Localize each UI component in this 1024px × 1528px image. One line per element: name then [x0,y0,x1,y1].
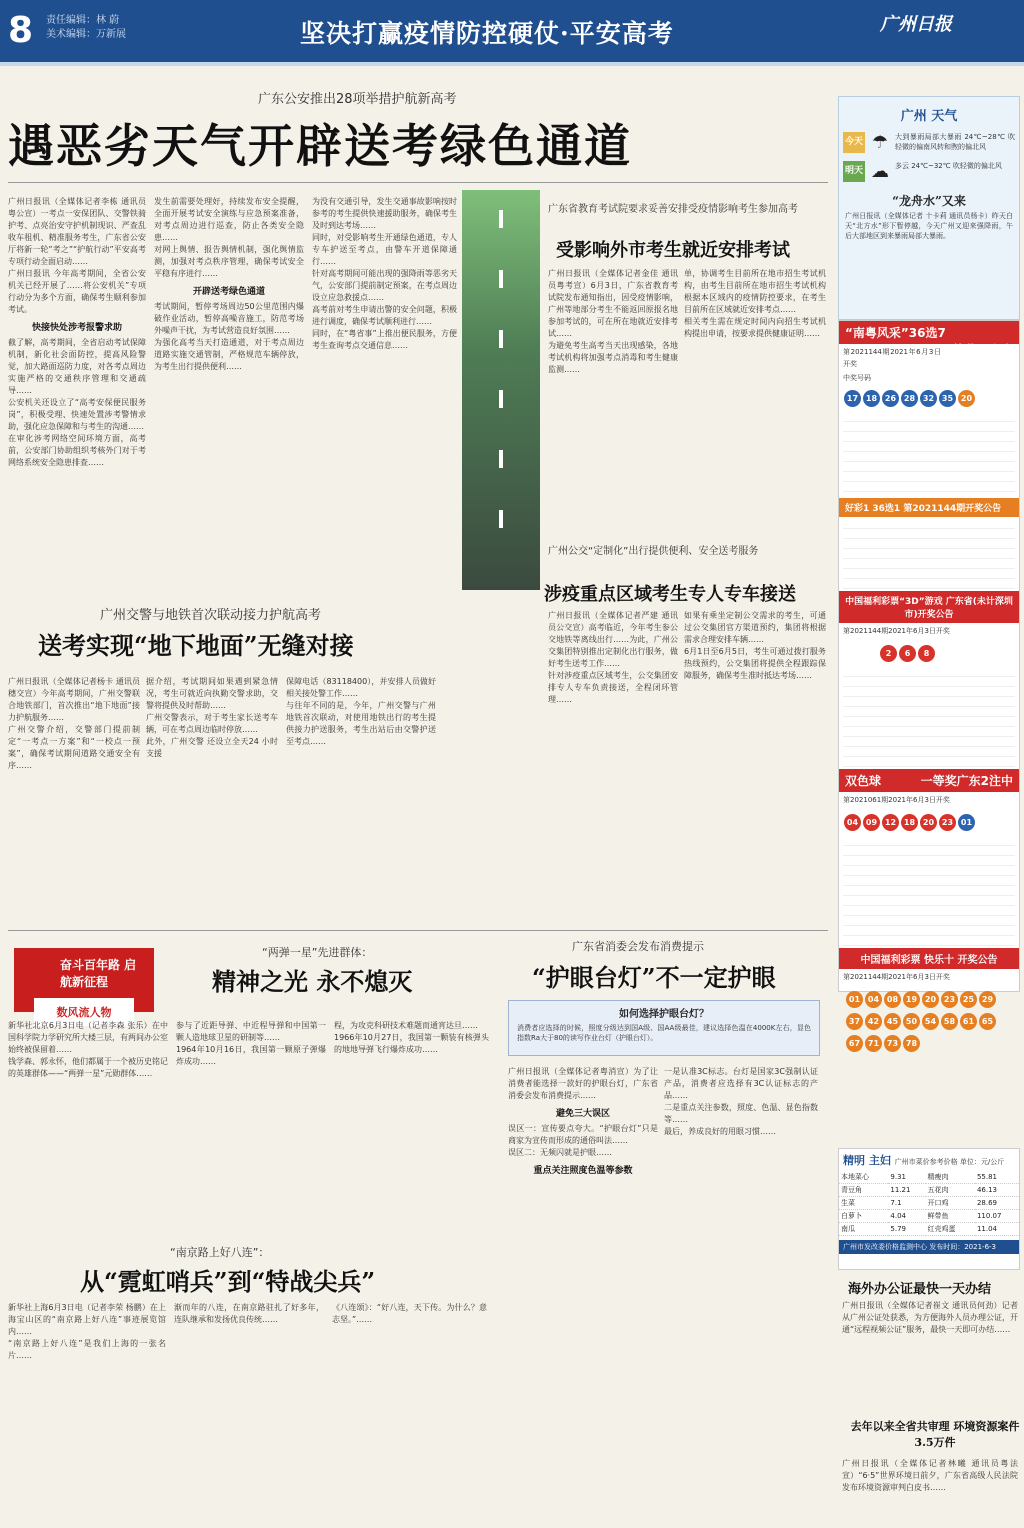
tomorrow-label: 明天 [843,161,865,182]
lottery-band-2: 好彩1 36选1 第2021144期开奖公告 [839,498,1019,517]
divider [8,930,828,931]
feature1-body-col2: 参与了近距导弹、中近程导弹和中国第一颗人造地球卫星的研制等…… 1964年10月16日，我国第一颗原子弹爆炸成功…… [176,1021,326,1066]
lottery-ball-special: 01 [958,814,975,831]
today-label: 今天 [843,132,865,153]
lottery-ball: 50 [903,1013,920,1030]
lottery-ball: 23 [939,814,956,831]
weather-body: 广州日报讯（全媒体记者 十卡莉 通讯员杨卡）昨天白天“北方水”形下暂停越，今天广州又迎来强降雨，午后大部地区到来暴雨局部大暴雨。 [845,212,1013,240]
feature1-body-col3: 程，为攻克科研技术难题而通宵达旦…… 1966年10月27日，我国第一颗装有核弹头的地地导弹飞行爆炸成功…… [334,1021,489,1054]
side1-body: 广州日报讯（全媒体记者崔文 通讯员何劲）记者从广州公证处获悉，为方便海外人员办理公证，开通“远程视频公证”服务，最快一天即可办结…… [842,1301,1018,1334]
lottery-ball: 28 [901,390,918,407]
section-title: 坚决打赢疫情防控硬仗·平安高考 [300,19,674,48]
art4-body-col1: 广州日报讯（全媒体记者杨卡 通讯员穗交宣）今年高考期间，广州交警联合地铁部门，首次推出“地下地面”接力护航服务…… 广州交警介绍，交警部门提前制定“一考点一方案”和“一校点一预案”，确保考试期间道路交通安全有序…… [8,677,140,770]
banner-line2: 数风流人物 [34,998,134,1026]
art3-body-col2: 如果有乘坐定制公交需求的考生，可通过公交集团官方渠道预约，集团将根据需求合理安排车辆…… 6月1日至6月5日，考生可通过拨打服务热线预约，公交集团将提供全程跟踪保障服务，确保考生准时抵达考场…… [684,611,826,680]
lottery-box [838,320,1020,1048]
lottery-issue-5: 第2021144期2021年6月3日开奖 [843,973,950,981]
side2-body: 广州日报讯（全媒体记者林曦 通讯员粤法宣）“6·5”世界环境日前夕，广东省高级人民法院发布环境资源审判白皮书…… [842,1459,1018,1492]
lottery-ball: 65 [979,1013,996,1030]
prize-table-4 [843,836,1015,946]
lottery-ball: 45 [884,1013,901,1030]
eye-headline: “护眼台灯”不一定护眼 [532,963,776,992]
price-table [839,1171,1019,1236]
weather-title: 广州 天气 [900,109,958,124]
lottery-ball: 42 [865,1013,882,1030]
lottery-band-5: 中国福利彩票 快乐十 开奖公告 [839,948,1019,969]
weather-headline: “龙舟水”又来 [892,194,966,208]
main-kicker: 广东公安推出28项举措护航新高考 [258,92,457,107]
eye-question-body: 消费者应选择的时候，照度分级达到国A级、国AA级最佳，建议选择色温在4000K左右，显色指数Ra大于80的读写作业台灯（护眼台灯）。 [517,1024,811,1042]
art2-body-col2: 单，协调考生目前所在地市招生考试机构，由考生目前所在地市招生考试机构根据本区域内的疫情防控要求，在考生目前所在区域就近安排考点…… 相关考生需在规定时间内向招生考试机构提出申请，按要求提供健康证明…… [684,269,826,338]
page-number: 8 [8,10,34,51]
market-note: 广州市发改委价格监测中心 发布时间：2021-6-3 [839,1240,1019,1254]
lottery-ball-special: 20 [958,390,975,407]
lottery-ball: 18 [901,814,918,831]
market-subtitle: 广州市菜价参考价格 单位：元/公斤 [894,1158,1005,1166]
art4-byline: 此外，广州交警 还设立全天24 小时支援 [146,737,278,758]
editor-2: 美术编辑：万新展 [46,29,126,40]
lottery-ball: 04 [865,991,882,1008]
date-bar [0,62,1024,66]
art4-headline: 送考实现“地下地面”无缝对接 [38,631,354,660]
eye-question: 如何选择护眼台灯？ [619,1009,709,1020]
feature2-kicker: “南京路上好八连”： [170,1246,270,1259]
weather-today [843,132,1015,153]
lottery-ball: 35 [939,390,956,407]
lottery-ball: 09 [863,814,880,831]
lottery-ball: 8 [918,645,935,662]
lottery-ball: 67 [846,1035,863,1052]
table-row: 白萝卜 4.04 鲜带鱼 110.07 [839,1210,1019,1223]
feature2-headline: 从“霓虹哨兵”到“特战尖兵” [80,1267,376,1296]
feature1-body-col1: 新华社北京6月3日电（记者李森 张乐）在中国科学院力学研究所大楼三层，有两间办公室始终被保留着…… 钱学森、郭永怀，他们都属于一个被历史铭记的英雄群体——“两弹一星”元勋群体…… [8,1021,168,1078]
lottery-ball: 32 [920,390,937,407]
lottery-ball: 01 [846,991,863,1008]
lottery-ball: 12 [882,814,899,831]
table-row: 南瓜 5.79 红壳鸡蛋 11.04 [839,1223,1019,1236]
eye-subhead-1: 避免三大误区 [555,1109,610,1119]
lane-marking [499,210,503,228]
eye-body-col1: 广州日报讯（全媒体记者粤消宣）为了让消费者能选择一款好的护眼台灯，广东省消委会发布消费提示…… 避免三大误区 误区一：宣传要点夸大。“护眼台灯”只是商家为宣传而形成的通俗叫法…… 误区二：无频闪就是护眼…… 重点关注照度色温等参数 [508,1067,658,1176]
feature1-kicker: “两弹一星”先进群体： [262,946,373,959]
lottery-label-1: 中奖号码 [843,374,871,382]
main-headline: 遇恶劣天气开辟送考绿色通道 [8,119,632,173]
lottery-ball: 2 [880,645,897,662]
banner-line1: 奋斗百年路 启航新征程 [60,958,137,989]
main-body-col2: 发生前需要处理好，持续发布安全提醒，全面开展考试安全演练与应急预案准备，对考点周边进行巡查，防止各类安全隐患…… 对网上舆情、报告舆情机制，强化舆情监测，加强对考点秩序管理，确保考试安全平稳有序进行…… 开辟送考绿色通道 考试期间，暂停考场周边50公里范围内爆破作业活动，暂停高噪音施工，防范考场外噪声干扰，为考试营造良好氛围…… 为强化高考当天打造通道，对于考点周边道路实施交通管制，严格规范车辆停放，为考生出行提供便利…… [154,197,304,371]
art3-body-col1: 广州日报讯（全媒体记者严建 通讯员公交宣）高考临近，今年考生参公交地铁等离线出行……为此，广州公交集团特别推出定制化出行服务，做好考生送考工作…… 针对涉疫重点区域考生，公交集团安排专人专车负责接送，全程闭环管理…… [548,611,678,704]
prize-table-3 [843,667,1015,767]
subhead-1: 快接快处涉考报警求助 [31,323,122,333]
lottery-ball: 04 [844,814,861,831]
lottery-ball: 29 [979,991,996,1008]
lottery-ball: 25 [960,991,977,1008]
lane-marking [499,510,503,528]
main-body-col3: 为没有交通引导，发生交通事故影响按时参考的考生提供快速援助服务，确保考生及时到达考场…… 同时，对受影响考生开通绿色通道，专人专车护送至考点，由警车开道保障通行…… 针对高考期间可能出现的强降雨等恶劣天气，公安部门提前制定预案，在考点周边设立应急救援点…… 高考前对考生申请出警的安全问题，积极进行调度，确保考试顺利进行…… 同时，在“粤省事”上推出便民服务，方便考生查询考点交通信息…… [312,197,457,350]
lottery-ball: 6 [899,645,916,662]
side1-headline: 海外办公证最快一天办结 [848,1282,992,1297]
table-row: 生菜 7.1 开口鸡 28.69 [839,1197,1019,1210]
road-illustration [462,190,540,590]
today-forecast: 大到暴雨局部大暴雨 24℃~28℃ 吹轻微的偏南风转和煦的偏北风 [895,133,1015,151]
newspaper-logo: 广州日报 [880,14,952,35]
divider [8,182,828,183]
table-row: 青豆角 11.21 五花肉 46.13 [839,1184,1019,1197]
weather-box [838,96,1020,320]
lottery-band-3: 中国福利彩票“3D”游戏 广东省(未计深圳市)开奖公告 [839,591,1019,623]
feature2-body-col1: 新华社上海6月3日电（记者李荣 杨鹏）在上海宝山区的“南京路上好八连”事迹展览馆内…… “南京路上好八连”是我们上海的一张名片…… [8,1303,166,1360]
lottery-ball: 58 [941,1013,958,1030]
side2-headline: 去年以来全省共审理 环境资源案件3.5万件 [850,1420,1020,1449]
lottery-balls-1 [839,384,1019,410]
main-lede: 广州日报讯（全媒体记者李栋 通讯员粤公宣）一考点一安保团队、交警铁骑护考、点亮治安守护机制现识、严查乱收车租机、精准服务考生，广东省公安厅将新一轮”考之”“护航行动”平安高考专项行动全面启动…… [8,197,146,266]
eye-subhead-2: 重点关注照度色温等参数 [533,1166,633,1176]
prize-table-1 [843,412,1015,496]
lane-marking [499,450,503,468]
art4-body-col3: 保障电话（83118400），并安排人员做好相关接处警工作…… 与往年不同的是，今年，广州交警与广州地铁首次联动，对使用地铁出行的考生提供接力护送服务，考生出站后由交警护送至考点…… [286,677,436,746]
lottery-ball: 54 [922,1013,939,1030]
lottery-ball: 20 [920,814,937,831]
eye-kicker: 广东省消委会发布消费提示 [572,940,704,953]
lottery-balls-3 [839,639,1019,665]
eye-question-box [508,1000,820,1056]
editor-1: 责任编辑：林 蔚 [46,15,120,26]
feature2-body-col2: 渐而年的八连，在南京路驻扎了好多年，连队继承和发扬优良传统…… [174,1303,324,1324]
tomorrow-forecast: 多云 24℃~32℃ 吹轻微的偏北风 [895,162,1002,170]
centenary-banner [14,948,154,1019]
lottery-ball: 78 [903,1035,920,1052]
rain-icon: ☂ [871,132,889,153]
lottery-ball: 17 [844,390,861,407]
lottery-ball: 08 [884,991,901,1008]
lottery-band-1: “南粤风采”36选7 一等奖无人中 [839,321,1019,344]
lottery-balls-4 [839,808,1019,834]
table-row: 本地菜心 9.31 精瘦肉 55.81 [839,1171,1019,1184]
lottery-issue-1: 第2021144期2021年6月3日开奖 [843,348,941,368]
lottery-ball: 37 [846,1013,863,1030]
lottery-balls-5 [839,985,1019,1055]
market-price-box [838,1148,1020,1270]
art4-body-col2: 据介绍，考试期间如果遇到紧急情况，考生可就近向执勤交警求助，交警将提供及时帮助…… 广州交警表示，对于考生家长送考车辆，可在考点周边临时停放…… 此外，广州交警 还设立全天24 小时支援 [146,677,278,758]
main-body-col1: 广州日报讯（全媒体记者李栋 通讯员粤公宣）一考点一安保团队、交警铁骑护考、点亮治安守护机制现识、严查乱收车租机、精准服务考生，广东省公安厅将新一轮”考之”“护航行动”平安高考专项行动全面启动…… 广州日报讯 今年高考期间，全省公安机关已经开展了……将公安机关”专项行动分为多个方面，确保考生顺利参加考试。 快接快处涉考报警求助 截了解，高考期间，全省启动考试保障机制，新化社会面防控，提高风险警觉，加大路面巡防力度，对各考点周边实施严格的交通秩序管理和交通疏导…… 公安机关还设立了“高考安保便民服务岗”，积极受理、快速处置涉考警情求助，强化应急保障和与考生的沟通…… 在审化涉考网络空间环境方面，高考前，公安部门协助组织考核外门对于考网络系统安全隐患排查…… [8,197,146,467]
subhead-2: 开辟送考绿色通道 [192,287,265,297]
cloud-icon: ☁ [871,161,889,182]
weather-tomorrow [843,161,1015,182]
art2-body-col1: 广州日报讯（全媒体记者金佳 通讯员粤考宣）6月3日，广东省教育考试院发布通知指出，因受疫情影响，广州等地部分考生不能返回原报名地参加考试的，可在所在地就近安排考试…… 为避免考生高考当天出现感染，各地考试机构将加强考点消毒和考生健康监测…… [548,269,678,374]
lottery-issue-3: 第2021144期2021年6月3日开奖 [843,627,950,635]
art2-headline: 受影响外市考生就近安排考试 [556,240,790,261]
prize-table-2 [843,519,1015,589]
eye-body-col2: 一是认准3C标志。台灯是国家3C强制认证产品，消费者应选择有3C认证标志的产品…… 二是重点关注参数，照度、色温、显色指数等…… 最后，养成良好的用眼习惯…… [664,1067,818,1136]
lottery-ball: 18 [863,390,880,407]
lottery-ball: 26 [882,390,899,407]
lottery-ball: 71 [865,1035,882,1052]
feature2-body-col3: 《八连颂》：“好八连，天下传。为什么？意志坚。”…… [332,1303,487,1324]
lane-marking [499,330,503,348]
art3-headline: 涉疫重点区域考生专人专车接送 [544,584,796,605]
editor-credits [46,14,126,42]
lane-marking [499,390,503,408]
feature1-headline: 精神之光 永不熄灭 [212,967,413,996]
art2-kicker: 广东省教育考试院要求妥善安排受疫情影响考生参加高考 [548,204,798,215]
lottery-ball: 73 [884,1035,901,1052]
lottery-ball: 23 [941,991,958,1008]
issue-date: 2021年6月4日 星期五 [880,50,982,61]
art3-kicker: 广州公交“定制化”出行提供便利、安全送考服务 [548,546,759,557]
lottery-issue-4: 第2021061期2021年6月3日开奖 [843,796,950,804]
lottery-ball: 61 [960,1013,977,1030]
market-title: 精明 主妇 广州市菜价参考价格 单位：元/公斤 [843,1154,1005,1167]
art4-kicker: 广州交警与地铁首次联动接力护航高考 [100,608,322,623]
lottery-ball: 20 [922,991,939,1008]
lane-marking [499,270,503,288]
lottery-band-4: 双色球 一等奖广东2注中 [839,769,1019,792]
lottery-ball: 19 [903,991,920,1008]
